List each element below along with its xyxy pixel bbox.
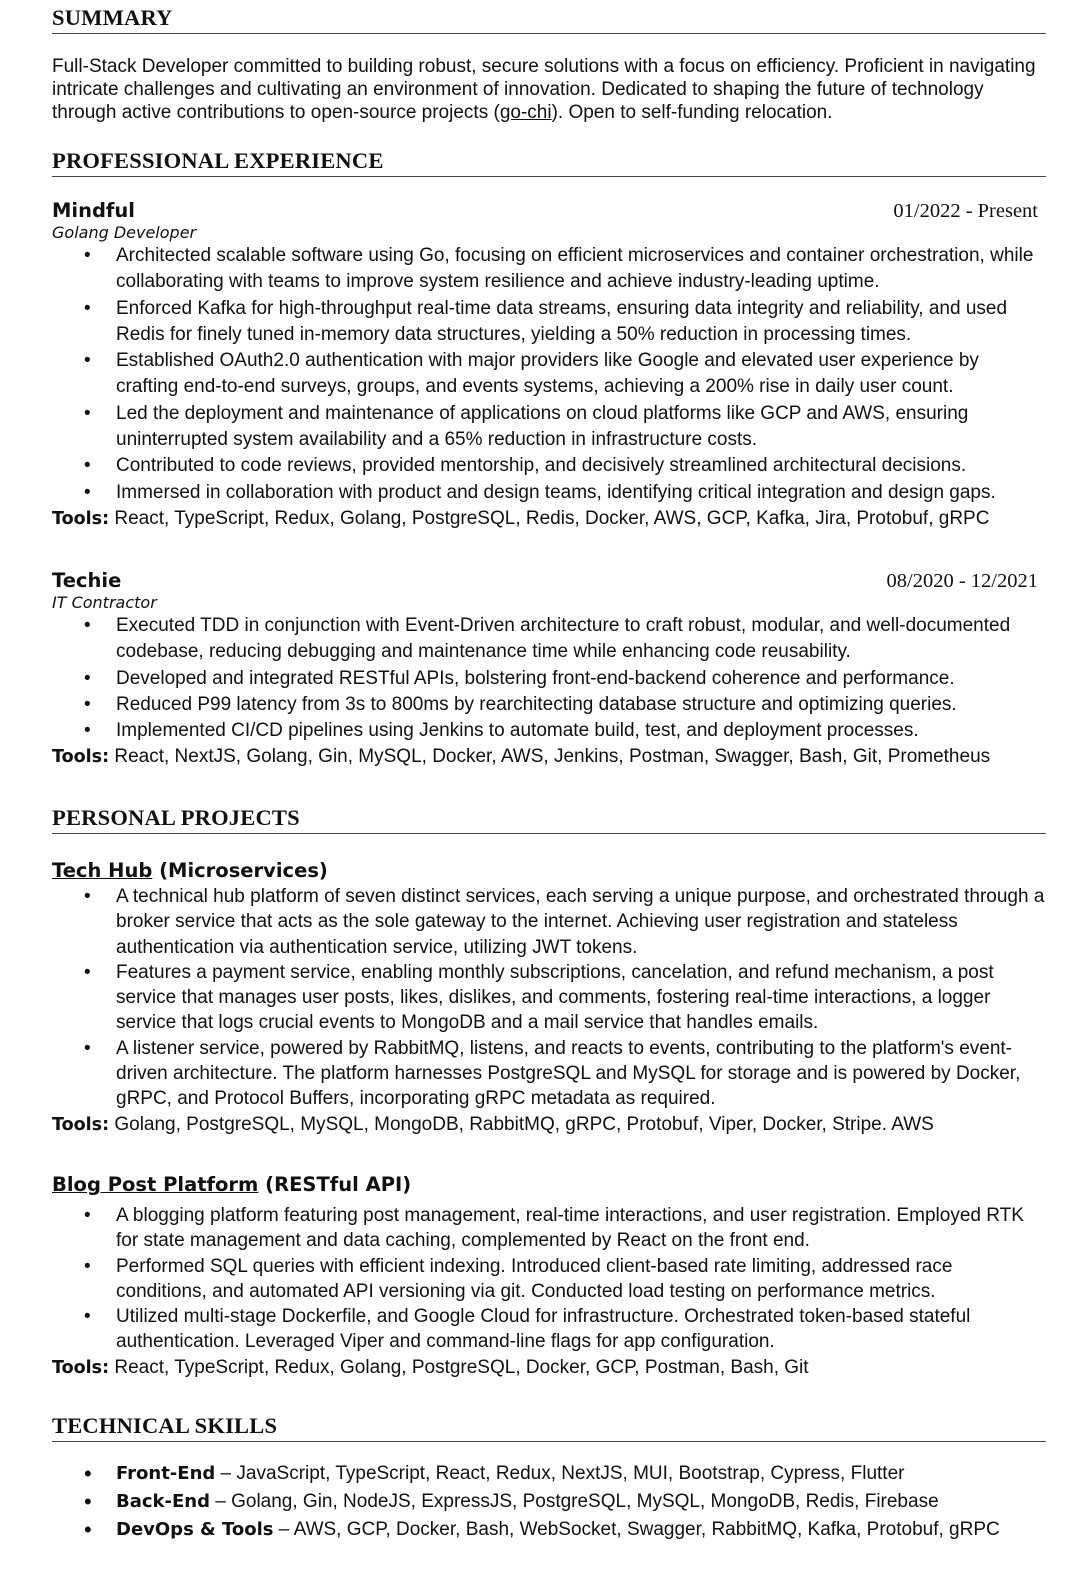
job-bullets (52, 243, 1046, 506)
job-techie (52, 569, 1046, 770)
skills-section (52, 1412, 1046, 1544)
list-item: • Led the deployment and maintenance of applications on cloud platforms like GCP and AWS, ensuring uninterrupted system availability and a 65% reduction in infrastructure costs. (52, 401, 1046, 454)
company-name: Techie (52, 569, 122, 592)
job-role: Golang Developer (52, 223, 197, 242)
project-blog-post (52, 1172, 1046, 1381)
list-item: • Performed SQL queries with efficient indexing. Introduced client-based rate limiting, addressed race conditions, and automated API versioning via git. Conducted load testing on performance metrics. (52, 1254, 1046, 1305)
project-link[interactable]: Blog Post Platform (52, 1173, 259, 1196)
projects-section (52, 804, 1046, 834)
go-chi-link[interactable]: go-chi (499, 102, 552, 123)
list-item: • Implemented CI/CD pipelines using Jenkins to automate build, test, and deployment processes. (52, 718, 1046, 744)
job-mindful (52, 199, 1046, 532)
job-tools: Tools: React, NextJS, Golang, Gin, MySQL, Docker, AWS, Jenkins, Postman, Swagger, Bash, Git, Prometheus (52, 746, 991, 768)
project-title: Tech Hub (Microservices) (52, 859, 328, 882)
experience-heading: PROFESSIONAL EXPERIENCE (52, 147, 1046, 177)
skills-heading: TECHNICAL SKILLS (52, 1412, 1046, 1442)
list-item: • Enforced Kafka for high-throughput real-time data streams, ensuring data integrity and reliability, and used Redis for finely tuned in-memory data structures, yielding a 50% reduction in processing times. (52, 296, 1046, 349)
job-dates: 08/2020 - 12/2021 (886, 570, 1038, 592)
project-link[interactable]: Tech Hub (52, 859, 153, 882)
job-dates: 01/2022 - Present (893, 200, 1038, 222)
job-bullets (52, 613, 1046, 744)
list-item: • Features a payment service, enabling monthly subscriptions, cancelation, and refund mechanism, a post service that manages user posts, likes, dislikes, and comments, fostering real-time interactions, a logger service that logs crucial events to MongoDB and a mail service that handles emails. (52, 960, 1046, 1036)
project-tools: Tools: React, TypeScript, Redux, Golang, PostgreSQL, Docker, GCP, Postman, Bash, Git (52, 1356, 809, 1378)
list-item: • Reduced P99 latency from 3s to 800ms by rearchitecting database structure and optimizing queries. (52, 692, 1046, 718)
summary-text: Full-Stack Developer committed to building robust, secure solutions with a focus on efficiency. Proficient in navigating intricate challenges and cultivating an environment of innovation. Dedicated to shaping the future of technology through active contributions to open-source projects (go-chi). Open to self-funding relocation. (52, 56, 1036, 123)
project-bullets (52, 1203, 1046, 1355)
summary-heading: SUMMARY (52, 4, 1046, 34)
list-item: • Executed TDD in conjunction with Event-Driven architecture to craft robust, modular, and well-documented codebase, reducing debugging and maintenance time while enhancing code reusability. (52, 613, 1046, 666)
list-item: • Immersed in collaboration with product and design teams, identifying critical integration and design gaps. (52, 480, 1046, 506)
skill-item: • Front-End – JavaScript, TypeScript, React, Redux, NextJS, MUI, Bootstrap, Cypress, Flutter (52, 1460, 1046, 1488)
list-item: • Utilized multi-stage Dockerfile, and Google Cloud for infrastructure. Orchestrated token-based stateful authentication. Leveraged Viper and command-line flags for app configuration. (52, 1304, 1046, 1355)
project-bullets (52, 884, 1046, 1112)
summary-section (52, 4, 1046, 124)
experience-section (52, 147, 1046, 177)
list-item: • Established OAuth2.0 authentication with major providers like Google and elevated user experience by crafting end-to-end surveys, groups, and events systems, achieving a 200% rise in daily user count. (52, 348, 1046, 401)
list-item: • Developed and integrated RESTful APIs, bolstering front-end-backend coherence and performance. (52, 666, 1046, 692)
project-tools: Tools: Golang, PostgreSQL, MySQL, MongoDB, RabbitMQ, gRPC, Protobuf, Viper, Docker, Stripe. AWS (52, 1113, 934, 1135)
list-item: • Contributed to code reviews, provided mentorship, and decisively streamlined architectural decisions. (52, 453, 1046, 479)
list-item: • Architected scalable software using Go, focusing on efficient microservices and container orchestration, while collaborating with teams to improve system resilience and achieve industry-leading uptime. (52, 243, 1046, 296)
skill-item: • Back-End – Golang, Gin, NodeJS, ExpressJS, PostgreSQL, MySQL, MongoDB, Redis, Firebase (52, 1488, 1046, 1516)
project-tech-hub (52, 858, 1046, 1138)
skills-list (52, 1460, 1046, 1544)
job-role: IT Contractor (52, 593, 157, 612)
list-item: • A listener service, powered by RabbitMQ, listens, and reacts to events, contributing to the platform's event-driven architecture. The platform harnesses PostgreSQL and MySQL for storage and is powered by Docker, gRPC, and Protocol Buffers, incorporating gRPC metadata as required. (52, 1036, 1046, 1112)
projects-heading: PERSONAL PROJECTS (52, 804, 1046, 834)
list-item: • A technical hub platform of seven distinct services, each serving a unique purpose, and orchestrated through a broker service that acts as the sole gateway to the internet. Achieving user registration and stateless authentication via authentication service, utilizing JWT tokens. (52, 884, 1046, 960)
list-item: • A blogging platform featuring post management, real-time interactions, and user registration. Employed RTK for state management and data caching, complemented by React on the front end. (52, 1203, 1046, 1254)
skill-item: • DevOps & Tools – AWS, GCP, Docker, Bash, WebSocket, Swagger, RabbitMQ, Kafka, Protobuf, gRPC (52, 1516, 1046, 1544)
company-name: Mindful (52, 199, 135, 222)
project-title: Blog Post Platform (RESTful API) (52, 1173, 412, 1196)
job-tools: Tools: React, TypeScript, Redux, Golang, PostgreSQL, Redis, Docker, AWS, GCP, Kafka, Jira, Protobuf, gRPC (52, 507, 990, 529)
